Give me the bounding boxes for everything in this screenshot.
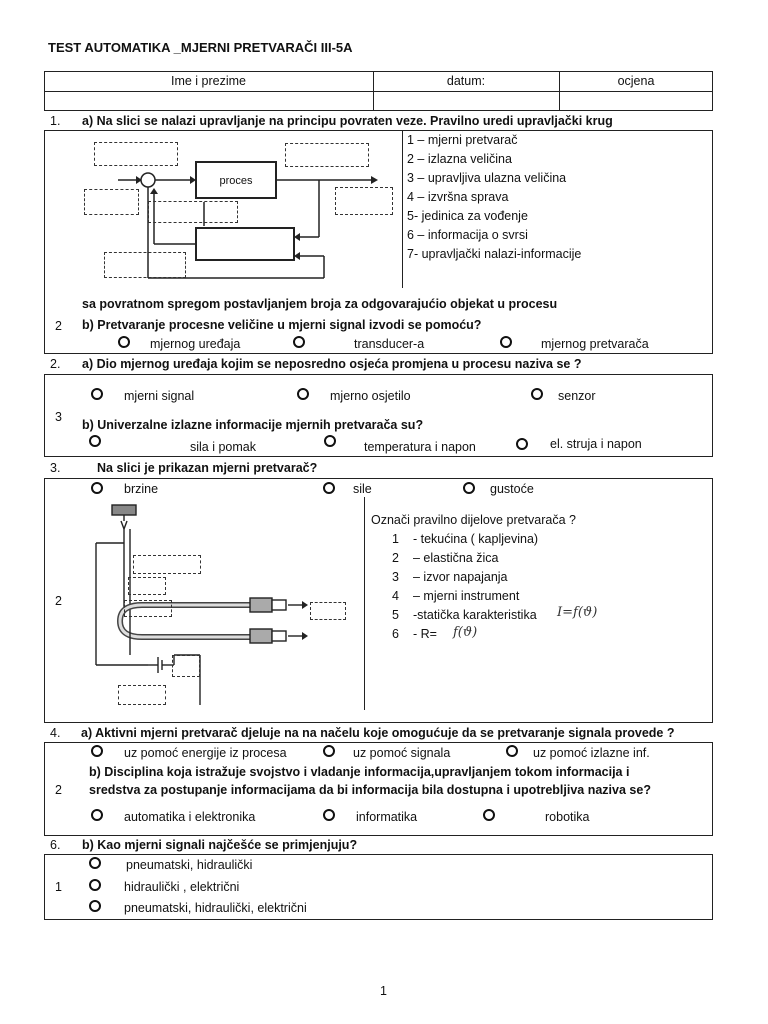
radio-option[interactable] — [89, 857, 101, 869]
q1-continuation: sa povratnom spregom postavljanjem broja za odgovarajućio objekat u procesu — [82, 297, 558, 311]
q1-blank-1[interactable] — [94, 142, 178, 166]
option-label: el. struja i napon — [550, 437, 642, 451]
handwritten-note: I=f(ϑ) — [557, 605, 598, 620]
q4-text-a: a) Aktivni mjerni pretvarač djeluje na na načelu koje omogućuje da se pretvaranje signala provede ? — [81, 726, 675, 740]
radio-option[interactable] — [89, 900, 101, 912]
radio-option[interactable] — [89, 435, 101, 447]
option-label: temperatura i napon — [364, 440, 476, 454]
option-label: pneumatski, hidraulički — [126, 858, 253, 872]
q2-text-a: a) Dio mjernog uređaja kojim se neposredno osjeća promjena u procesu naziva se ? — [82, 357, 582, 371]
date-header: datum: — [446, 74, 486, 88]
part-number: 6 — [392, 627, 399, 641]
radio-option[interactable] — [516, 438, 528, 450]
q2-text-b: b) Univerzalne izlazne informacije mjernih pretvarača su? — [82, 418, 424, 432]
q1-text-b: b) Pretvaranje procesne veličine u mjerni signal izvodi se pomoću? — [82, 318, 482, 332]
q3-mark-title: Označi pravilno dijelove pretvarača ? — [371, 513, 576, 527]
q6-text: b) Kao mjerni signali najčešće se primjenjuju? — [82, 838, 358, 852]
name-field[interactable] — [46, 93, 371, 109]
option-label: mjerni signal — [124, 389, 195, 403]
q3-blank-1[interactable] — [133, 555, 201, 574]
q3-blank-3[interactable] — [124, 600, 172, 617]
q2-number: 2. — [50, 357, 61, 371]
q1-blank-3[interactable] — [84, 189, 139, 215]
option-label: uz pomoć izlazne inf. — [533, 746, 650, 760]
process-label: proces — [219, 175, 253, 187]
option-label: mjerno osjetilo — [330, 389, 411, 403]
radio-option[interactable] — [91, 745, 103, 757]
page-title: TEST AUTOMATIKA _MJERNI PRETVARAČI III-5A — [48, 40, 353, 55]
q1-number: 1. — [50, 114, 61, 128]
radio-option[interactable] — [293, 336, 305, 348]
part-label: - R= — [413, 627, 437, 641]
option-label: mjernog uređaja — [150, 337, 241, 351]
q3-blank-2[interactable] — [128, 577, 166, 595]
option-label: senzor — [558, 389, 596, 403]
option-label: informatika — [356, 810, 418, 824]
q4-text-b1: b) Disciplina koja istražuje svojstvo i vladanje informacija,upravljanjem tokom informacija i — [89, 765, 630, 779]
radio-option[interactable] — [323, 482, 335, 494]
radio-option[interactable] — [506, 745, 518, 757]
q1-text-a: a) Na slici se nalazi upravljanje na principu povraten veze. Pravilno uredi upravljački krug — [82, 114, 613, 128]
radio-option[interactable] — [118, 336, 130, 348]
date-field[interactable] — [375, 93, 557, 109]
part-number: 4 — [392, 589, 399, 603]
part-number: 5 — [392, 608, 399, 622]
option-label: pneumatski, hidraulički, električni — [124, 901, 307, 915]
part-label: – elastična žica — [413, 551, 499, 565]
option-label: uz pomoć signala — [353, 746, 451, 760]
option-label: automatika i elektronika — [124, 810, 256, 824]
legend-item: 3 – upravljiva ulazna veličina — [407, 171, 567, 185]
option-label: uz pomoć energije iz procesa — [124, 746, 287, 760]
part-number: 1 — [392, 532, 399, 546]
handwritten-note: f(ϑ) — [453, 625, 478, 640]
q6-points: 1 — [55, 880, 62, 894]
q6-number: 6. — [50, 838, 61, 852]
q3-number: 3. — [50, 461, 61, 475]
part-label: -statička karakteristika — [413, 608, 537, 622]
option-label: mjernog pretvarača — [541, 337, 649, 351]
part-label: – mjerni instrument — [413, 589, 520, 603]
option-label: sile — [353, 482, 372, 496]
part-label: - tekućina ( kapljevina) — [413, 532, 539, 546]
q3-blank-4[interactable] — [310, 602, 346, 620]
option-label: brzine — [124, 482, 159, 496]
option-label: transducer-a — [354, 337, 425, 351]
radio-option[interactable] — [500, 336, 512, 348]
legend-item: 4 – izvršna sprava — [407, 190, 509, 204]
option-label: sila i pomak — [190, 440, 256, 454]
option-label: hidraulički , električni — [124, 880, 240, 894]
radio-option[interactable] — [463, 482, 475, 494]
q1-points: 2 — [55, 319, 62, 333]
radio-option[interactable] — [91, 482, 103, 494]
part-number: 3 — [392, 570, 399, 584]
radio-option[interactable] — [531, 388, 543, 400]
q1-blank-4[interactable] — [148, 201, 238, 223]
q3-points: 2 — [55, 594, 62, 608]
part-label: – izvor napajanja — [413, 570, 508, 584]
legend-item: 1 – mjerni pretvarač — [407, 133, 518, 147]
option-label: gustoće — [490, 482, 534, 496]
legend-item: 5- jedinica za vođenje — [407, 209, 528, 223]
radio-option[interactable] — [91, 809, 103, 821]
radio-option[interactable] — [323, 745, 335, 757]
q4-text-b2: sredstva za postupanje informacijama da bi informacija bila dostupna i upotrebljiva naziva se? — [89, 783, 651, 797]
legend-item: 7- upravljački nalazi-informacije — [407, 247, 582, 261]
q3-blank-5[interactable] — [172, 655, 200, 677]
legend-item: 6 – informacija o svrsi — [407, 228, 528, 242]
grade-header: ocjena — [617, 74, 655, 88]
q3-text: Na slici je prikazan mjerni pretvarač? — [97, 461, 318, 475]
q1-blank-5[interactable] — [335, 187, 393, 215]
radio-option[interactable] — [483, 809, 495, 821]
q1-blank-6[interactable] — [104, 252, 186, 278]
radio-option[interactable] — [91, 388, 103, 400]
radio-option[interactable] — [89, 879, 101, 891]
q4-points: 2 — [55, 783, 62, 797]
q4-number: 4. — [50, 726, 61, 740]
q2-points: 3 — [55, 410, 62, 424]
radio-option[interactable] — [324, 435, 336, 447]
radio-option[interactable] — [297, 388, 309, 400]
q1-blank-2[interactable] — [285, 143, 369, 167]
q3-blank-6[interactable] — [118, 685, 166, 705]
part-number: 2 — [392, 551, 399, 565]
page-number: 1 — [380, 984, 387, 998]
legend-item: 2 – izlazna veličina — [407, 152, 512, 166]
option-label: robotika — [545, 810, 590, 824]
grade-field[interactable] — [561, 93, 711, 109]
radio-option[interactable] — [323, 809, 335, 821]
name-header: Ime i prezime — [170, 74, 247, 88]
